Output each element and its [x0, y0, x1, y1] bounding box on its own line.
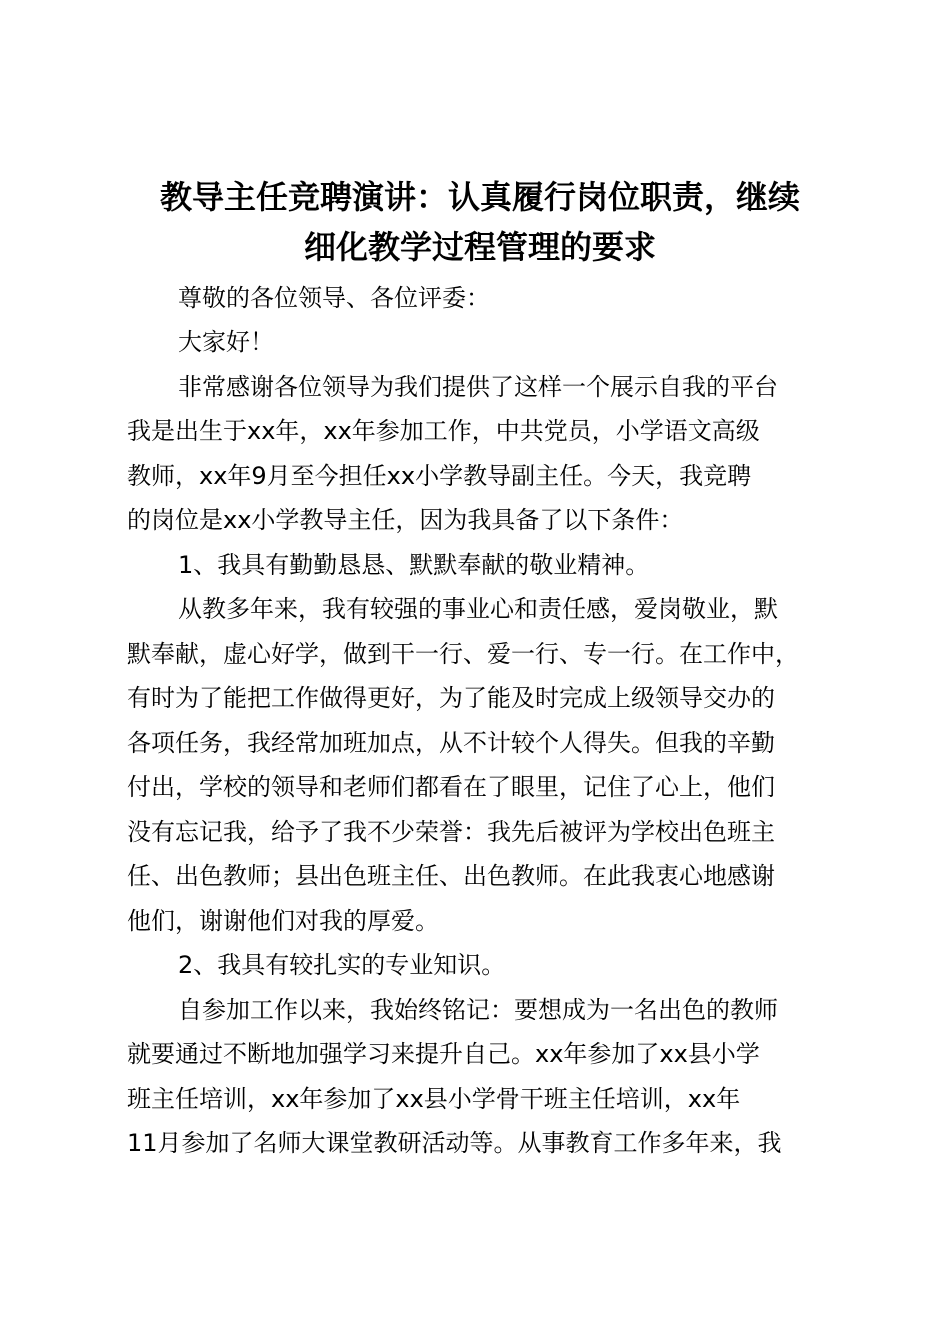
document-title-line-1: 教导主任竞聘演讲：认真履行岗位职责，继续: [159, 178, 800, 216]
paragraph-line: 非常感谢各位领导为我们提供了这样一个展示自我的平台: [178, 373, 778, 401]
document-title-line-2: 细化教学过程管理的要求: [303, 228, 656, 266]
paragraph-line: 没有忘记我，给予了我不少荣誉：我先后被评为学校出色班主: [127, 818, 775, 846]
section-heading-1: 1、我具有勤勤恳恳、默默奉献的敬业精神。: [178, 551, 650, 579]
paragraph-line: 从教多年来，我有较强的事业心和责任感，爱岗敬业，默: [178, 595, 778, 623]
paragraph-line: 任、出色教师；县出色班主任、出色教师。在此我衷心地感谢: [127, 862, 775, 890]
paragraph-line: 的岗位是xx小学教导主任，因为我具备了以下条件：: [127, 506, 684, 534]
paragraph-line: 付出，学校的领导和老师们都看在了眼里，记住了心上，他们: [127, 773, 775, 801]
paragraph-line: 11月参加了名师大课堂教研活动等。从事教育工作多年来，我: [127, 1129, 782, 1157]
paragraph-line: 默奉献，虚心好学，做到干一行、爱一行、专一行。在工作中，: [127, 640, 799, 668]
paragraph-line: 就要通过不断地加强学习来提升自己。xx年参加了xx县小学: [127, 1040, 760, 1068]
paragraph-line: 我是出生于xx年，xx年参加工作，中共党员，小学语文高级: [127, 417, 760, 445]
paragraph-line: 各项任务，我经常加班加点，从不计较个人得失。但我的辛勤: [127, 729, 775, 757]
greeting: 大家好！: [178, 328, 274, 356]
section-heading-2: 2、我具有较扎实的专业知识。: [178, 951, 506, 979]
salutation: 尊敬的各位领导、各位评委：: [178, 284, 490, 312]
paragraph-line: 他们，谢谢他们对我的厚爱。: [127, 907, 439, 935]
paragraph-line: 有时为了能把工作做得更好，为了能及时完成上级领导交办的: [127, 684, 775, 712]
paragraph-line: 自参加工作以来，我始终铭记：要想成为一名出色的教师: [178, 996, 778, 1024]
paragraph-line: 班主任培训，xx年参加了xx县小学骨干班主任培训，xx年: [127, 1085, 741, 1113]
paragraph-line: 教师，xx年9月至今担任xx小学教导副主任。今天，我竞聘: [127, 462, 752, 490]
